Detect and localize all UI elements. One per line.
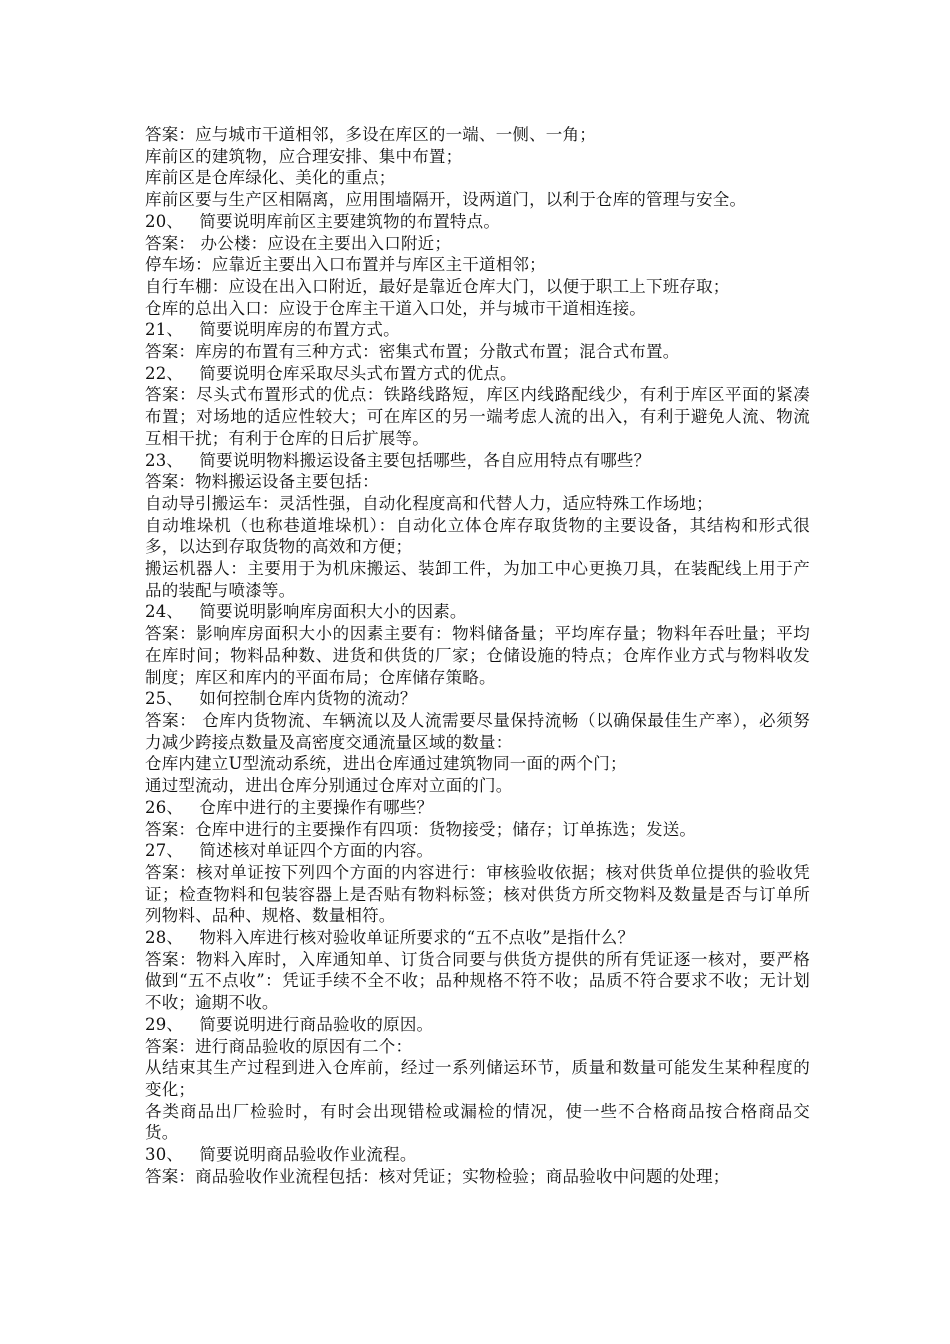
answer-line: 停车场：应靠近主要出入口布置并与库区主干道相邻； <box>145 255 546 275</box>
answer-line: 各类商品出厂检验时，有时会出现错检或漏检的情况，使一些不合格商品按合格商品交货。 <box>145 1101 810 1143</box>
answer-line: 答案：仓库中进行的主要操作有四项：货物接受；储存；订单拣选；发送。 <box>145 819 697 839</box>
question-23: 23、 简要说明物料搬运设备主要包括哪些，各自应用特点有哪些？ <box>145 450 651 470</box>
question-29: 29、 简要说明进行商品验收的原因。 <box>145 1014 434 1034</box>
document-body <box>145 124 810 1187</box>
answer-line: 答案： 仓库内货物流、车辆流以及人流需要尽量保持流畅（以确保最佳生产率），必须努力减少跨接点数量及高密度交通流量区域的数量： <box>145 710 810 752</box>
question-28: 28、 物料入库进行核对验收单证所要求的“五不点收”是指什么？ <box>145 928 635 948</box>
question-30: 30、 简要说明商品验收作业流程。 <box>145 1145 417 1165</box>
question-27: 27、 简述核对单证四个方面的内容。 <box>145 841 434 861</box>
question-21: 21、 简要说明库房的布置方式。 <box>145 320 400 340</box>
answer-line: 答案： 办公楼：应设在主要出入口附近； <box>145 233 452 253</box>
answer-line: 答案：物料入库时，入库通知单、订货合同要与供货方提供的所有凭证逐一核对，要严格做到“五不点收”：凭证手续不全不收；品种规格不符不收；品质不符合要求不收；无计划不收；逾期不收。 <box>145 949 810 1013</box>
answer-line: 仓库的总出入口：应设于仓库主干道入口处，并与城市干道相连接。 <box>145 298 646 318</box>
answer-line: 从结束其生产过程到进入仓库前，经过一系列储运环节，质量和数量可能发生某种程度的变化； <box>145 1058 810 1099</box>
answer-line: 搬运机器人：主要用于为机床搬运、装卸工件，为加工中心更换刀具，在装配线上用于产品的装配与喷漆等。 <box>145 559 810 600</box>
answer-line: 库前区的建筑物，应合理安排、集中布置； <box>145 146 463 166</box>
question-25: 25、 如何控制仓库内货物的流动？ <box>145 689 417 709</box>
answer-line: 仓库内建立U型流动系统，进出仓库通过建筑物同一面的两个门； <box>145 754 627 774</box>
answer-line: 自动堆垛机（也称巷道堆垛机）：自动化立体仓库存取货物的主要设备，其结构和形式很多，以达到存取货物的高效和方便； <box>145 515 810 557</box>
answer-line: 答案：进行商品验收的原因有二个： <box>145 1036 413 1056</box>
answer-line: 库前区要与生产区相隔离，应用围墙隔开，设两道门，以利于仓库的管理与安全。 <box>145 190 747 210</box>
answer-line: 答案：影响库房面积大小的因素主要有：物料储备量；平均库存量；物料年吞吐量；平均在库时间；物料品种数、进货和供货的厂家；仓储设施的特点；仓库作业方式与物料收发制度；库区和库内的平面布局；仓库储存策略。 <box>145 624 810 687</box>
question-20: 20、 简要说明库前区主要建筑物的布置特点。 <box>145 211 501 231</box>
answer-line: 库前区是仓库绿化、美化的重点； <box>145 168 396 188</box>
question-26: 26、 仓库中进行的主要操作有哪些？ <box>145 797 434 817</box>
answer-line: 答案：物料搬运设备主要包括： <box>145 472 379 492</box>
answer-line: 自行车棚：应设在出入口附近，最好是靠近仓库大门，以便于职工上下班存取； <box>145 276 730 296</box>
answer-line: 答案：核对单证按下列四个方面的内容进行：审核验收依据；核对供货单位提供的验收凭证；检查物料和包装容器上是否贴有物料标签；核对供货方所交物料及数量是否与订单所列物料、品种、规格、数量相符。 <box>145 862 810 926</box>
answer-line: 答案：尽头式布置形式的优点：铁路线路短，库区内线路配线少，有利于库区平面的紧凑布置；对场地的适应性较大；可在库区的另一端考虑人流的出入，有利于避免人流、物流互相干扰；有利于仓库的日后扩展等。 <box>145 385 810 448</box>
question-24: 24、 简要说明影响库房面积大小的因素。 <box>145 602 467 622</box>
answer-line: 答案：应与城市干道相邻，多设在库区的一端、一侧、一角； <box>145 125 596 144</box>
question-22: 22、 简要说明仓库采取尽头式布置方式的优点。 <box>145 363 517 383</box>
answer-line: 答案：库房的布置有三种方式：密集式布置；分散式布置；混合式布置。 <box>145 342 680 362</box>
answer-line: 通过型流动，进出仓库分别通过仓库对立面的门。 <box>145 776 513 796</box>
answer-line: 自动导引搬运车：灵活性强，自动化程度高和代替人力，适应特殊工作场地； <box>145 493 713 513</box>
answer-line: 答案：商品验收作业流程包括：核对凭证；实物检验；商品验收中问题的处理； <box>145 1166 730 1186</box>
